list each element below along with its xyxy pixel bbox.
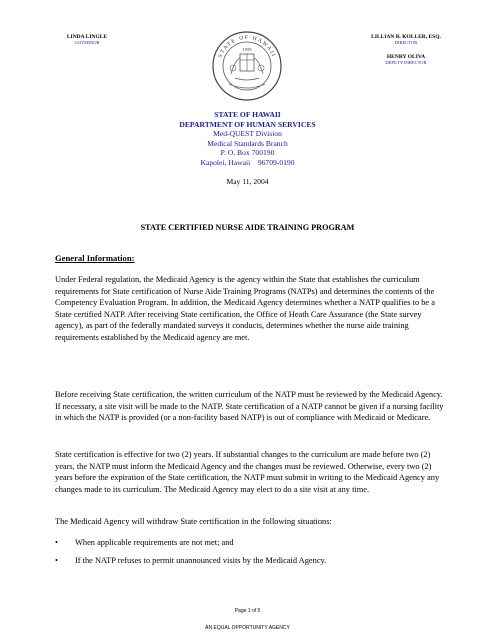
agency-city: Kapolei, Hawaii 96709-0190 [200, 157, 295, 167]
paragraph-4: The Medicaid Agency will withdraw State certification in the following situations: [55, 517, 332, 526]
bullet-marker-icon: • [55, 538, 58, 547]
governor-block [52, 34, 122, 45]
deputy-director-title: DEPUTY DIRECTOR [385, 60, 427, 65]
director-title: DIRECTOR [394, 40, 418, 45]
agency-branch: Medical Standards Branch [207, 138, 288, 148]
bullet-text: If the NATP refuses to permit unannounced visits by the Medicaid Agency. [75, 556, 327, 565]
governor-name: LINDA LINGLE [66, 34, 108, 40]
seal-text: STATE OF HAWAII [217, 34, 277, 59]
bullet-marker-icon: • [55, 556, 58, 565]
director-block [358, 34, 454, 65]
paragraph-1: Under Federal regulation, the Medicaid Agency is the agency within the State that establishes the curriculum requirements for State certification of Nurse Aide Training Programs (NATPs) and determines the contents of the Competency Evaluation Program. In addition, the Medicaid Agency determines whether a NATP qualifies to be a State certified NATP. After receiving State certification, the Office of Heath Care Assurance (the State survey agency), as part of the federally mandated surveys it conducts, determines whether the nurse aide training requirements established by the Medicaid agency are met. [55, 275, 435, 342]
document-title: STATE CERTIFIED NURSE AIDE TRAINING PROGRAM [140, 223, 355, 232]
director-name: LILLIAN B. KOLLER, ESQ. [371, 34, 441, 40]
page-number: Page 1 of 5 [234, 608, 261, 614]
paragraph-2: Before receiving State certification, the written curriculum of the NATP must be reviewed by the Medicaid Agency. If necessary, a site visit will be made to the NATP. State certification of a NATP cannot be given if a nursing facility in which the NATP is provided (or a non-facility based NATP) is out of compliance with Medicaid or Medicare. [55, 390, 444, 423]
governor-title: GOVERNOR [74, 40, 100, 45]
bullet-item [55, 537, 447, 549]
letter-date: May 11, 2004 [226, 177, 269, 186]
agency-state: STATE OF HAWAII [214, 110, 281, 119]
agency-division: Med-QUEST Division [213, 129, 282, 139]
agency-po-box: P. O. Box 700190 [220, 148, 275, 158]
footer-notice: AN EQUAL OPPORTUNITY AGENCY [205, 625, 290, 631]
state-seal-icon [211, 30, 283, 102]
bullet-text: When applicable requirements are not met; and [75, 538, 234, 547]
deputy-director-name: HENRY OLIVA [386, 54, 426, 60]
bullet-item [55, 555, 447, 567]
agency-address [0, 110, 495, 168]
agency-department: DEPARTMENT OF HUMAN SERVICES [179, 119, 316, 129]
seal-year: 1959 [242, 47, 252, 52]
paragraph-3: State certification is effective for two (2) years. If substantial changes to the curriculum are made before two (2) years, the NATP must inform the Medicaid Agency and the changes must be reviewed. Otherwise, every two (2) years before the expiration of the State certification, the NATP must submit in writing to the Medicaid Agency any changes made to its curriculum. The Medicaid Agency may elect to do a site visit at any time. [55, 450, 440, 494]
section-heading: General Information: [55, 253, 135, 263]
